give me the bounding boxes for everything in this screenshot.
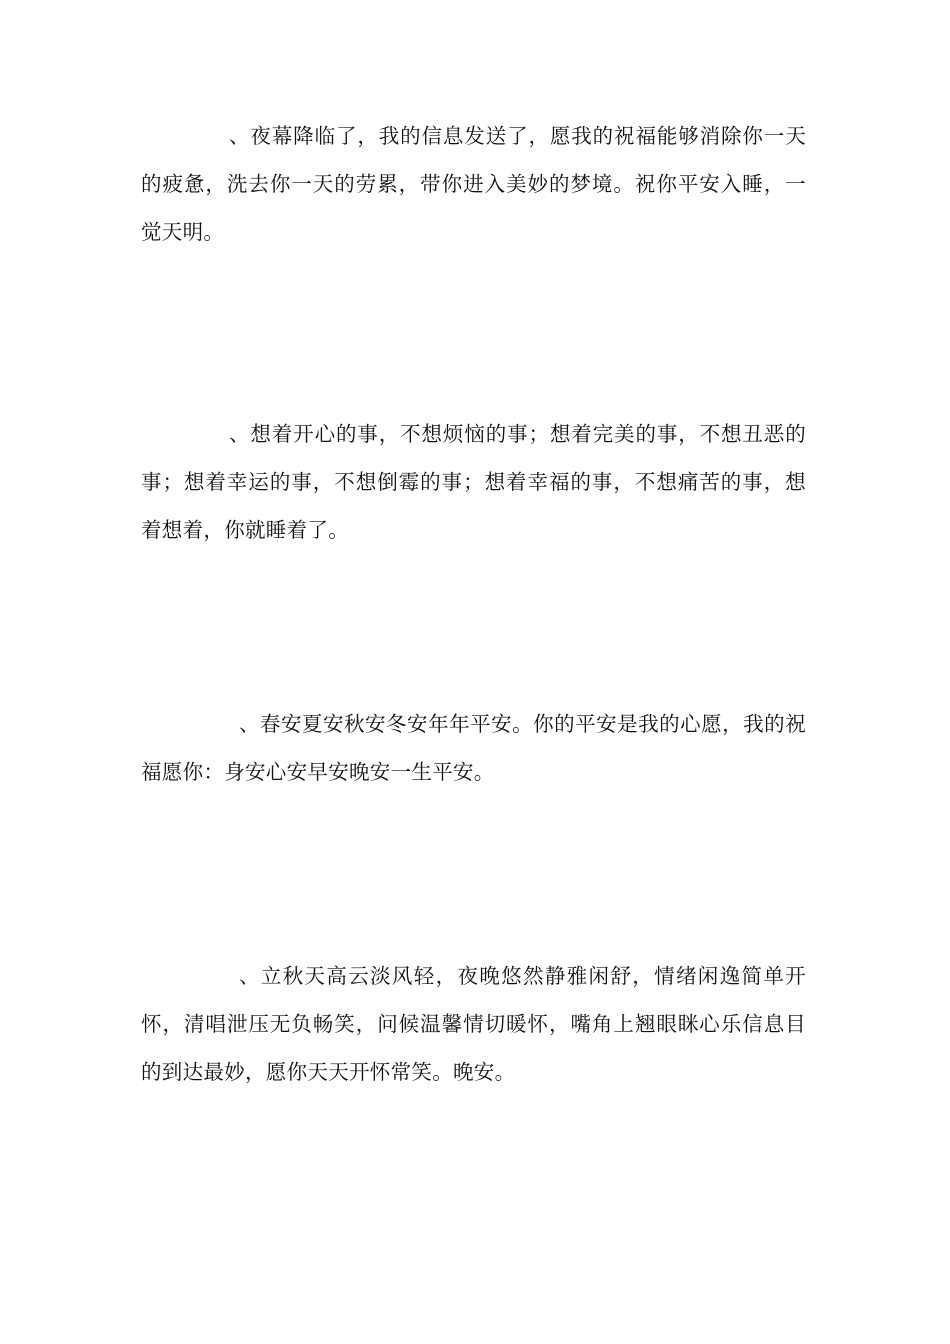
paragraph-2: 、想着开心的事，不想烦恼的事；想着完美的事，不想丑恶的事；想着幸运的事，不想倒霉的事；想着幸福的事，不想痛苦的事，想着想着，你就睡着了。 <box>141 422 806 542</box>
paragraph-1: 、夜幕降临了，我的信息发送了，愿我的祝福能够消除你一天的疲惫，洗去你一天的劳累，带你进入美妙的梦境。祝你平安入睡，一觉天明。 <box>141 124 806 244</box>
paragraph-3: 、春安夏安秋安冬安年年平安。你的平安是我的心愿，我的祝福愿你：身安心安早安晚安一生平安。 <box>141 712 806 784</box>
paragraph-4: 、立秋天高云淡风轻，夜晚悠然静雅闲舒，情绪闲逸简单开怀，清唱泄压无负畅笑，问候温馨情切暖怀，嘴角上翘眼眯心乐信息目的到达最妙，愿你天天开怀常笑。晚安。 <box>141 964 806 1084</box>
